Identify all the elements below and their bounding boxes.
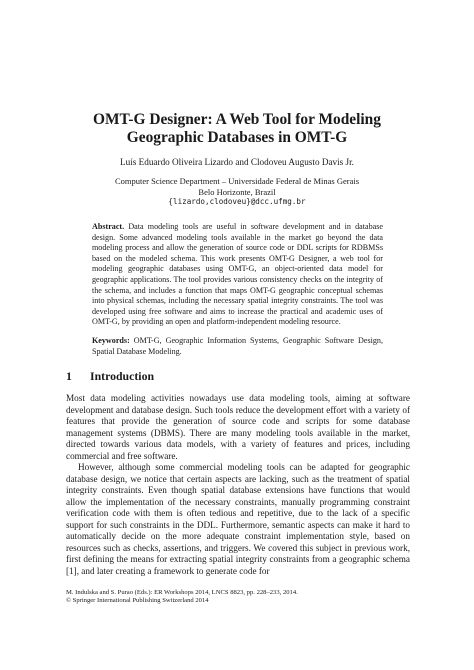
author-email: {lizardo,clodoveu}@dcc.ufmg.br: [168, 197, 306, 207]
section-title: Introduction: [90, 369, 155, 383]
author-list: Luís Eduardo Oliveira Lizardo and Clodoveu Augusto Davis Jr.: [120, 157, 354, 167]
footnote-copyright: © Springer International Publishing Switzerland 2014: [66, 597, 209, 605]
affiliation-department: Computer Science Department – Universidade Federal de Minas Gerais: [114, 176, 360, 186]
affiliation-city: Belo Horizonte, Brazil: [198, 186, 276, 197]
paragraph-2: However, although some commercial modeling tools can be adapted for geographic database design, we notice that certain aspects are lacking, such as the treatment of spatial integrity constraints. Even though spatial database extensions have functions that would allow the implementation of the necessary constraints, manually programming constraint verification code with them is often tedious and repetitive, due to the lack of a specific support for such constraints in the DDL. Furthermore, semantic aspects can make it hard to automatically decide on the more adequate constraint implementation style, based on resources such as checks, assertions, and triggers. We covered this subject in previous work, first defining the means for extracting spatial integrity constraints from a geographic schema [1], and later creating a framework to generate code for: [66, 462, 410, 576]
section-heading-introduction: [66, 369, 410, 383]
keywords: [92, 336, 383, 357]
footnote-citation: M. Indulska and S. Purao (Eds.): ER Workshops 2014, LNCS 8823, pp. 228–233, 2014.: [66, 589, 298, 596]
keywords-label: Keywords:: [92, 336, 130, 345]
abstract: [92, 222, 383, 328]
title-line-1: OMT-G Designer: A Web Tool for Modeling: [93, 111, 381, 128]
title-line-2: Geographic Databases in OMT-G: [126, 129, 348, 146]
section-number: 1: [66, 369, 72, 383]
introduction-body: [66, 393, 410, 577]
publication-footnote: [66, 589, 410, 606]
paper-title: [40, 111, 434, 147]
affiliation-block: [40, 176, 434, 208]
paragraph-1: Most data modeling activities nowadays use data modeling tools, aiming at software development and database design. Such tools reduce the development effort with a variety of features that provide the generation of source code and scripts for some database management systems (DBMS). There are many modeling tools available in the market, directed towards various data models, with a variety of features and prices, including commercial and free software.: [66, 393, 410, 461]
keywords-text: OMT-G, Geographic Information Systems, Geographic Software Design, Spatial Database Modeling.: [92, 336, 383, 356]
abstract-label: Abstract.: [92, 222, 125, 231]
abstract-text: Data modeling tools are useful in software development and in database design. Some advanced modeling tools available in the market go beyond the data modeling process and allow the generation of source code or DDL scripts for RDBMSs based on the modeled schema. This work presents OMT-G Designer, a web tool for modeling geographic databases using OMT-G, an object-oriented data model for geographic applications. The tool provides various consistency checks on the integrity of the schema, and includes a function that maps OMT-G geographic conceptual schemas into physical schemas, including the necessary spatial integrity constraints. The tool was developed using free software and aims to increase the practical and academic uses of OMT-G, by providing an open and platform-independent modeling resource.: [92, 222, 384, 327]
